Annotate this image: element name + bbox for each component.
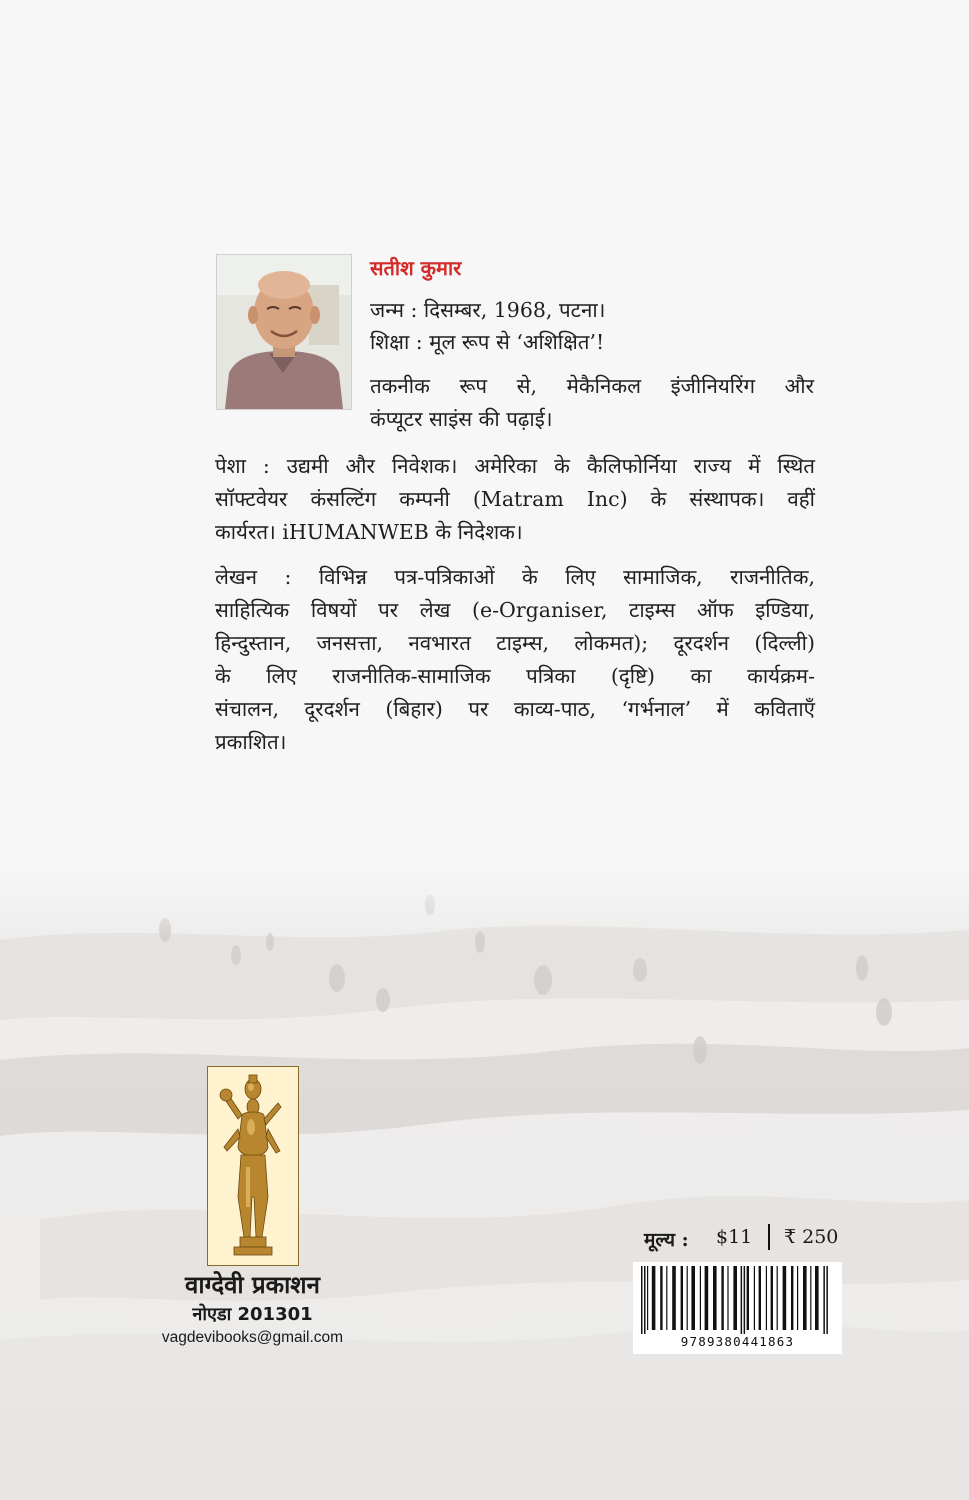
barcode-bar — [733, 1266, 737, 1330]
writing-line: हिन्दुस्तान, जनसत्ता, नवभारत टाइम्स, लोकमत); दूरदर्शन (दिल्ली) — [215, 631, 815, 655]
writing-line: प्रकाशित। — [215, 730, 287, 754]
barcode-bar — [803, 1266, 807, 1330]
barcode-bar — [666, 1266, 667, 1330]
barcode-bar — [687, 1266, 688, 1330]
price-separator — [768, 1224, 770, 1250]
barcode-bar — [644, 1266, 646, 1334]
price-inr: ₹ 250 — [784, 1226, 839, 1248]
barcode-bar — [681, 1266, 683, 1330]
barcode-bar — [826, 1266, 828, 1334]
barcode-bar — [713, 1266, 717, 1330]
barcode-bar — [791, 1266, 793, 1330]
author-name: सतीश कुमार — [370, 256, 462, 280]
barcode-bars — [639, 1266, 837, 1334]
publisher-name: वाग्देवी प्रकाशन — [185, 1271, 320, 1299]
barcode-bar — [823, 1266, 825, 1334]
author-writing-paragraph — [215, 561, 815, 759]
author-profession-paragraph — [215, 450, 815, 549]
barcode-bar — [747, 1266, 749, 1330]
writing-line: लेखन : विभिन्न पत्र-पत्रिकाओं के लिए सामाजिक, राजनीतिक, — [215, 565, 815, 589]
barcode-bar — [660, 1266, 662, 1330]
price-row — [644, 1226, 854, 1256]
profession-line: सॉफ्टवेयर कंसल्टिंग कम्पनी (Matram Inc) के संस्थापक। वहीं — [215, 487, 815, 511]
barcode-bar — [815, 1266, 819, 1330]
author-photo — [216, 254, 352, 410]
barcode-bar — [721, 1266, 723, 1330]
author-education-detail: तकनीक रूप से, मेकैनिकल इंजीनियरिंग और — [370, 374, 814, 398]
barcode-bar — [766, 1266, 767, 1330]
barcode-bar — [797, 1266, 798, 1330]
author-education-detail-cont: कंप्यूटर साइंस की पढ़ाई। — [370, 407, 553, 431]
profession-line: पेशा : उद्यमी और निवेशक। अमेरिका के कैलिफोर्निया राज्य में स्थित — [215, 454, 815, 478]
barcode-bar — [641, 1266, 643, 1334]
barcode-bar — [771, 1266, 773, 1330]
background-river-photo — [0, 860, 969, 1500]
barcode-bar — [810, 1266, 811, 1330]
price-usd: $11 — [716, 1226, 753, 1248]
publisher-email: vagdevibooks@gmail.com — [161, 1329, 344, 1346]
barcode-bar — [672, 1266, 676, 1330]
author-education: शिक्षा : मूल रूप से ‘अशिक्षित’! — [370, 330, 605, 354]
barcode-bar — [691, 1266, 695, 1330]
price-label: मूल्य : — [644, 1229, 689, 1251]
isbn-digits: 9789380441863 — [680, 1334, 795, 1349]
barcode-bar — [777, 1266, 778, 1330]
barcode-bar — [727, 1266, 728, 1330]
writing-line: के लिए राजनीतिक-सामाजिक पत्रिका (दृष्टि) का कार्यक्रम- — [215, 664, 815, 688]
barcode-bar — [741, 1266, 743, 1334]
barcode-bar — [647, 1266, 648, 1330]
barcode-bar — [744, 1266, 746, 1334]
profession-line: कार्यरत। iHUMANWEB के निदेशक। — [215, 520, 523, 544]
isbn-barcode — [633, 1262, 842, 1354]
barcode-bar — [700, 1266, 701, 1330]
barcode-bar — [759, 1266, 761, 1330]
barcode-bar — [705, 1266, 709, 1330]
writing-line: संचालन, दूरदर्शन (बिहार) पर काव्य-पाठ, ‘गर्भनाल’ में कविताएँ — [215, 697, 815, 721]
barcode-bar — [652, 1266, 656, 1330]
author-birth-info: जन्म : दिसम्बर, 1968, पटना। — [370, 298, 606, 322]
barcode-bar — [754, 1266, 755, 1330]
writing-line: साहित्यिक विषयों पर लेख (e-Organiser, टाइम्स ऑफ इण्डिया, — [215, 598, 815, 622]
publisher-city: नोएडा 201301 — [192, 1304, 313, 1325]
barcode-bar — [783, 1266, 787, 1330]
publisher-emblem-statue — [207, 1066, 299, 1266]
